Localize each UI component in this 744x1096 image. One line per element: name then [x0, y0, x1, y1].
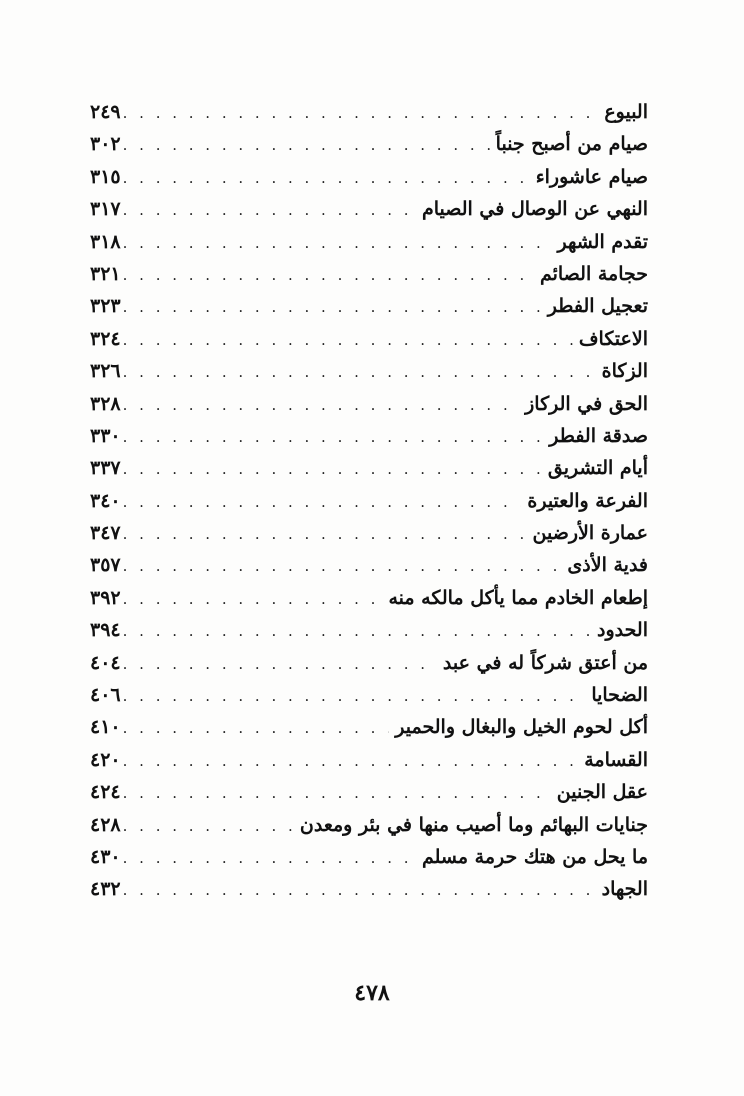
toc-entry-page: ٤٣٢: [90, 878, 121, 901]
toc-entry-page: ٤٠٤: [90, 651, 121, 674]
dot-leader: [123, 291, 542, 323]
toc-entry: [90, 614, 648, 646]
toc-entry-page: ٣١٨: [90, 230, 121, 253]
dot-leader: [123, 518, 527, 550]
toc-entry-title: أكل لحوم الخيل والبغال والحمير: [395, 716, 648, 739]
toc-entry-title: القسامة: [584, 748, 648, 771]
toc-entry-page: ٣٢٣: [90, 295, 121, 318]
toc-entry-page: ٤٣٠: [90, 845, 121, 868]
toc-entry: [90, 452, 648, 484]
toc-entry: [90, 355, 648, 387]
toc-entry: [90, 226, 648, 258]
toc-entry-page: ٣٣٧: [90, 457, 121, 480]
toc-entry-title: أيام التشريق: [547, 457, 648, 480]
toc-entry-page: ٣٤٧: [90, 522, 121, 545]
dot-leader: [123, 615, 591, 647]
toc-entry: [90, 711, 648, 743]
dot-leader: [123, 810, 294, 842]
dot-leader: [123, 486, 522, 518]
toc-entry-page: ٤٠٦: [90, 684, 121, 707]
toc-entry: [90, 679, 648, 711]
toc-entry-page: ٤٢٠: [90, 748, 121, 771]
dot-leader: [123, 389, 519, 421]
toc-entry-title: الحق في الركاز: [525, 392, 648, 415]
toc-entry: [90, 323, 648, 355]
toc-entry-page: ٣٢٨: [90, 392, 121, 415]
toc-entry-title: إطعام الخادم مما يأكل مالكه منه: [388, 586, 648, 609]
toc-entry: [90, 388, 648, 420]
dot-leader: [123, 259, 534, 291]
toc-entry-title: النهي عن الوصال في الصيام: [421, 198, 648, 221]
toc-entry-title: فدية الأذى: [567, 554, 648, 577]
toc-entry-title: الضحايا: [591, 684, 648, 707]
toc-entry: [90, 290, 648, 322]
toc-entry: [90, 873, 648, 905]
toc-entry-title: عقل الجنين: [556, 781, 648, 804]
toc-entry-title: صيام من أصبح جنباً: [495, 133, 648, 156]
toc-entry: [90, 582, 648, 614]
dot-leader: [123, 550, 562, 582]
toc-entry-title: من أعتق شركاً له في عبد: [442, 651, 648, 674]
toc-entry-title: تقدم الشهر: [557, 230, 648, 253]
toc-entry-title: تعجيل الفطر: [547, 295, 648, 318]
toc-entry-title: حجامة الصائم: [539, 262, 648, 285]
toc-entry-page: ٣٠٢: [90, 133, 121, 156]
toc-entry-page: ٣٢٦: [90, 360, 121, 383]
dot-leader: [123, 453, 542, 485]
page-number: ٤٧٨: [354, 980, 390, 1006]
toc-entry: [90, 776, 648, 808]
toc-entry: [90, 420, 648, 452]
toc-entry-title: الحدود: [597, 619, 648, 642]
toc-entry: [90, 841, 648, 873]
toc-entry-page: ٢٤٩: [90, 101, 121, 123]
dot-leader: [123, 421, 544, 453]
toc-entry-title: البيوع: [604, 101, 648, 123]
toc-entry-page: ٤٢٤: [90, 781, 121, 804]
dot-leader: [123, 777, 551, 809]
table-of-contents: [90, 96, 648, 906]
toc-entry: [90, 809, 648, 841]
dot-leader: [123, 712, 390, 744]
toc-entry-title: الزكاة: [601, 360, 648, 383]
toc-entry: [90, 549, 648, 581]
toc-entry: [90, 647, 648, 679]
toc-entry-title: عمارة الأرضين: [532, 522, 648, 545]
dot-leader: [123, 97, 599, 129]
toc-entry-page: ٣١٥: [90, 165, 121, 188]
dot-leader: [123, 745, 579, 777]
toc-entry-title: الفرعة والعتيرة: [527, 489, 648, 512]
toc-entry: [90, 161, 648, 193]
toc-entry: [90, 193, 648, 225]
toc-entry-page: ٣١٧: [90, 198, 121, 221]
dot-leader: [123, 874, 596, 906]
toc-entry-title: جنايات البهائم وما أصيب منها في بئر ومعدن: [299, 813, 648, 836]
dot-leader: [123, 324, 573, 356]
toc-entry-page: ٣٢١: [90, 262, 121, 285]
toc-entry: [90, 744, 648, 776]
toc-entry-title: صدقة الفطر: [549, 424, 648, 447]
toc-entry-page: ٣٢٤: [90, 327, 121, 350]
toc-entry-page: ٣٤٠: [90, 489, 121, 512]
toc-entry-page: ٣٩٢: [90, 586, 121, 609]
toc-entry-page: ٣٩٤: [90, 619, 121, 642]
dot-leader: [123, 356, 596, 388]
dot-leader: [123, 194, 416, 226]
toc-entry-page: ٤٢٨: [90, 813, 121, 836]
dot-leader: [123, 648, 437, 680]
toc-entry-title: الجهاد: [601, 878, 648, 901]
toc-entry: [90, 128, 648, 160]
toc-entry: [90, 96, 648, 128]
toc-entry-title: صيام عاشوراء: [535, 165, 648, 188]
dot-leader: [123, 583, 383, 615]
toc-entry: [90, 258, 648, 290]
toc-entry: [90, 517, 648, 549]
toc-entry-page: ٣٣٠: [90, 424, 121, 447]
toc-entry-title: الاعتكاف: [578, 327, 648, 350]
dot-leader: [123, 680, 586, 712]
dot-leader: [123, 842, 416, 874]
toc-entry-title: ما يحل من هتك حرمة مسلم: [421, 845, 648, 868]
dot-leader: [123, 227, 552, 259]
toc-entry-page: ٤١٠: [90, 716, 121, 739]
dot-leader: [123, 129, 490, 161]
toc-entry-page: ٣٥٧: [90, 554, 121, 577]
dot-leader: [123, 162, 530, 194]
toc-entry: [90, 485, 648, 517]
